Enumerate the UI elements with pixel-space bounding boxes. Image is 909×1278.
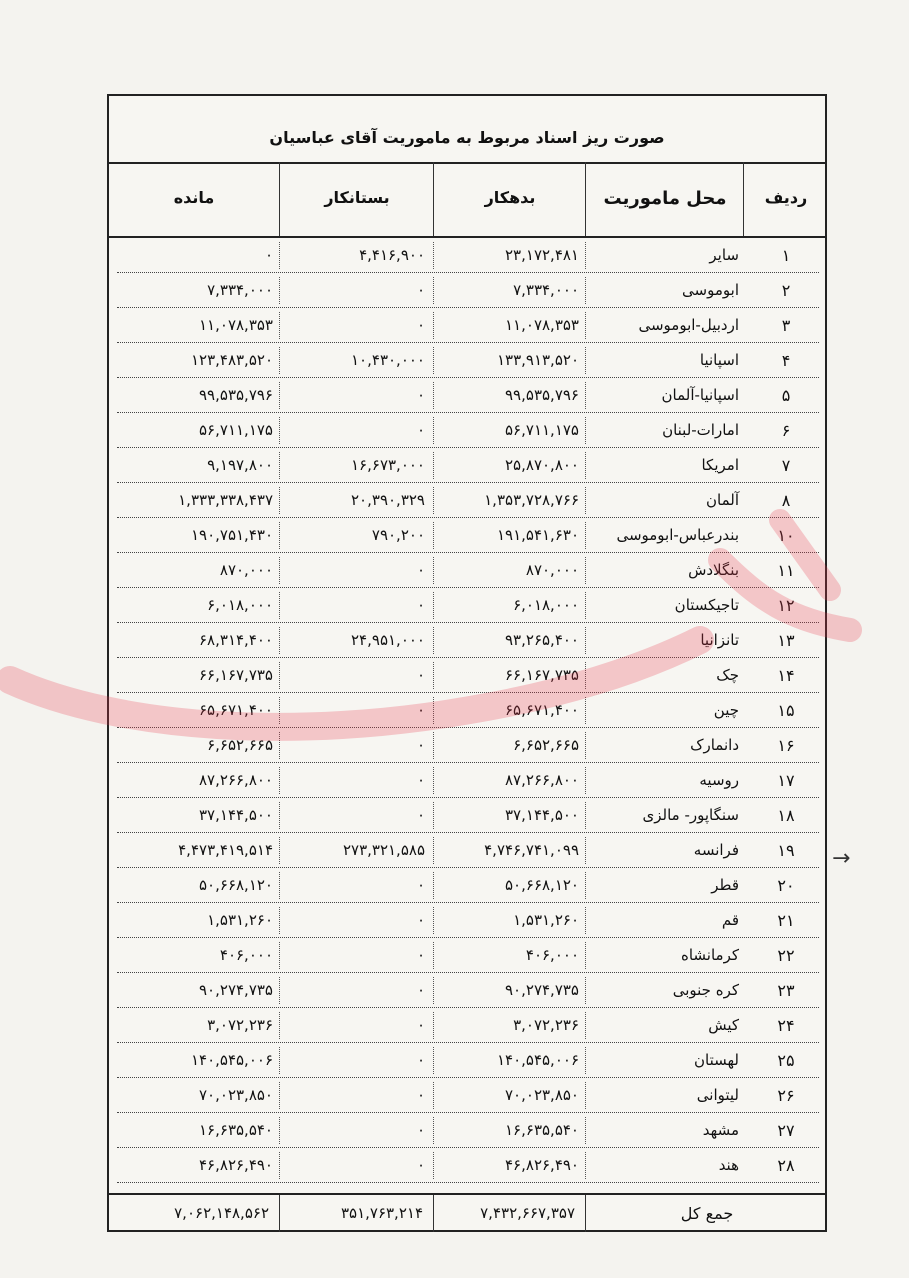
column-divider	[433, 1195, 434, 1232]
row-debit: ۵۶,۷۱۱,۱۷۵	[505, 421, 579, 439]
cell-divider	[433, 942, 434, 969]
cell-divider	[585, 627, 586, 654]
row-location: چک	[716, 666, 739, 684]
row-location: بندرعباس-ابوموسی	[616, 526, 739, 544]
row-debit: ۷,۳۳۴,۰۰۰	[513, 281, 579, 299]
row-credit: ۰	[416, 806, 425, 824]
row-credit: ۰	[416, 981, 425, 999]
row-credit: ۰	[416, 876, 425, 894]
cell-divider	[279, 907, 280, 934]
row-location: امریکا	[701, 456, 739, 474]
row-balance: ۱,۳۳۳,۳۳۸,۴۳۷	[178, 491, 273, 509]
table-row	[109, 693, 825, 728]
table-row	[109, 1078, 825, 1113]
row-debit: ۱۴۰,۵۴۵,۰۰۶	[496, 1051, 579, 1069]
row-debit: ۵۰,۶۶۸,۱۲۰	[505, 876, 579, 894]
row-debit: ۹۰,۲۷۴,۷۳۵	[505, 981, 579, 999]
cell-divider	[279, 557, 280, 584]
row-location: مشهد	[702, 1121, 739, 1139]
table-row	[109, 308, 825, 343]
row-location: کرمانشاه	[680, 946, 739, 964]
row-location: اسپانیا-آلمان	[661, 386, 739, 404]
cell-divider	[585, 277, 586, 304]
cell-divider	[433, 697, 434, 724]
row-index: ۲۰	[777, 876, 795, 895]
row-balance: ۱۶,۶۳۵,۵۴۰	[199, 1121, 273, 1139]
column-divider	[279, 1195, 280, 1232]
row-credit: ۰	[416, 736, 425, 754]
row-index: ۱۵	[777, 701, 795, 720]
row-debit: ۴۰۶,۰۰۰	[525, 946, 579, 964]
row-index: ۲	[781, 281, 791, 300]
cell-divider	[433, 522, 434, 549]
cell-divider	[433, 1082, 434, 1109]
row-location: اردبیل-ابوموسی	[638, 316, 739, 334]
table-row	[109, 448, 825, 483]
row-location: هند	[718, 1156, 739, 1174]
cell-divider	[433, 1117, 434, 1144]
row-debit: ۹۳,۲۶۵,۴۰۰	[505, 631, 579, 649]
cell-divider	[279, 627, 280, 654]
cell-divider	[433, 242, 434, 269]
table-row	[109, 728, 825, 763]
row-debit: ۹۹,۵۳۵,۷۹۶	[505, 386, 579, 404]
cell-divider	[279, 662, 280, 689]
cell-divider	[279, 592, 280, 619]
row-debit: ۴۶,۸۲۶,۴۹۰	[505, 1156, 579, 1174]
table-row	[109, 763, 825, 798]
table-row	[109, 1148, 825, 1183]
row-credit: ۱۰,۴۳۰,۰۰۰	[351, 351, 425, 369]
row-credit: ۷۹۰,۲۰۰	[371, 526, 425, 544]
cell-divider	[433, 767, 434, 794]
row-credit: ۲۴,۹۵۱,۰۰۰	[351, 631, 425, 649]
row-index: ۱۰	[777, 526, 795, 545]
row-balance: ۹,۱۹۷,۸۰۰	[207, 456, 273, 474]
header-index: ردیف	[764, 188, 808, 207]
cell-divider	[433, 417, 434, 444]
table-row	[109, 868, 825, 903]
cell-divider	[433, 452, 434, 479]
row-location: سایر	[709, 246, 739, 264]
row-location: اسپانیا	[699, 351, 739, 369]
cell-divider	[585, 347, 586, 374]
cell-divider	[279, 872, 280, 899]
row-balance: ۳۷,۱۴۴,۵۰۰	[199, 806, 273, 824]
cell-divider	[585, 662, 586, 689]
row-debit: ۲۵,۸۷۰,۸۰۰	[505, 456, 579, 474]
document-page	[107, 94, 827, 1232]
row-location: لهستان	[694, 1051, 739, 1069]
column-divider	[279, 162, 280, 236]
row-separator	[117, 1182, 819, 1183]
row-location: قطر	[711, 876, 739, 894]
cell-divider	[279, 277, 280, 304]
total-label: جمع کل	[680, 1204, 734, 1223]
table-row	[109, 483, 825, 518]
cell-divider	[585, 1152, 586, 1179]
header-location: محل ماموریت	[603, 188, 727, 209]
cell-divider	[433, 802, 434, 829]
cell-divider	[433, 977, 434, 1004]
row-credit: ۰	[416, 421, 425, 439]
row-credit: ۰	[416, 386, 425, 404]
row-debit: ۷۰,۰۲۳,۸۵۰	[505, 1086, 579, 1104]
cell-divider	[433, 837, 434, 864]
cell-divider	[585, 487, 586, 514]
cell-divider	[279, 837, 280, 864]
row-balance: ۱,۵۳۱,۲۶۰	[207, 911, 273, 929]
row-balance: ۶۵,۶۷۱,۴۰۰	[199, 701, 273, 719]
cell-divider	[433, 312, 434, 339]
row-credit: ۱۶,۶۷۳,۰۰۰	[351, 456, 425, 474]
table-row	[109, 903, 825, 938]
row-location: لیتوانی	[696, 1086, 739, 1104]
row-credit: ۰	[416, 946, 425, 964]
row-debit: ۶۶,۱۶۷,۷۳۵	[505, 666, 579, 684]
row-location: سنگاپور- مالزی	[642, 806, 739, 824]
cell-divider	[279, 697, 280, 724]
row-location: دانمارک	[690, 736, 739, 754]
cell-divider	[585, 452, 586, 479]
cell-divider	[279, 487, 280, 514]
table-row	[109, 973, 825, 1008]
row-balance: ۶۶,۱۶۷,۷۳۵	[199, 666, 273, 684]
row-index: ۱۲	[777, 596, 795, 615]
row-balance: ۹۹,۵۳۵,۷۹۶	[199, 386, 273, 404]
row-location: کره جنوبی	[672, 981, 739, 999]
row-location: بنگلادش	[688, 561, 739, 579]
cell-divider	[433, 557, 434, 584]
cell-divider	[585, 1082, 586, 1109]
header-debit: بدهکار	[484, 188, 536, 207]
cell-divider	[585, 382, 586, 409]
column-divider	[433, 162, 434, 236]
cell-divider	[279, 312, 280, 339]
cell-divider	[585, 417, 586, 444]
row-debit: ۱۱,۰۷۸,۳۵۳	[505, 316, 579, 334]
page-title: صورت ریز اسناد مربوط به ماموریت آقای عباسیان	[269, 128, 665, 147]
row-location: تاجیکستان	[674, 596, 739, 614]
row-index: ۱۸	[777, 806, 795, 825]
cell-divider	[279, 452, 280, 479]
row-balance: ۱۹۰,۷۵۱,۴۳۰	[190, 526, 273, 544]
header-credit: بستانکار	[324, 188, 390, 207]
row-debit: ۱,۵۳۱,۲۶۰	[513, 911, 579, 929]
row-index: ۵	[781, 386, 791, 405]
header-balance: مانده	[173, 188, 215, 207]
table-row	[109, 798, 825, 833]
cell-divider	[279, 802, 280, 829]
row-location: قم	[721, 911, 739, 929]
table-row	[109, 1043, 825, 1078]
row-credit: ۰	[416, 316, 425, 334]
row-debit: ۱۶,۶۳۵,۵۴۰	[505, 1121, 579, 1139]
row-credit: ۰	[416, 561, 425, 579]
row-location: چین	[713, 701, 739, 719]
row-credit: ۰	[416, 596, 425, 614]
cell-divider	[279, 242, 280, 269]
table-row	[109, 413, 825, 448]
row-location: امارات-لبنان	[662, 421, 739, 439]
table-row	[109, 273, 825, 308]
row-credit: ۰	[416, 1156, 425, 1174]
cell-divider	[585, 1047, 586, 1074]
cell-divider	[585, 312, 586, 339]
row-credit: ۲۰,۳۹۰,۳۲۹	[351, 491, 425, 509]
row-debit: ۸۷۰,۰۰۰	[525, 561, 579, 579]
row-balance: ۱۱,۰۷۸,۳۵۳	[199, 316, 273, 334]
row-index: ۲۸	[777, 1156, 795, 1175]
row-credit: ۲۷۳,۳۲۱,۵۸۵	[342, 841, 425, 859]
row-debit: ۶,۰۱۸,۰۰۰	[513, 596, 579, 614]
row-credit: ۴,۴۱۶,۹۰۰	[359, 246, 425, 264]
header-top-rule	[109, 162, 825, 164]
row-debit: ۳۷,۱۴۴,۵۰۰	[505, 806, 579, 824]
row-debit: ۶,۶۵۲,۶۶۵	[513, 736, 579, 754]
cell-divider	[279, 522, 280, 549]
cell-divider	[279, 732, 280, 759]
row-index: ۱۷	[777, 771, 795, 790]
row-balance: ۱۲۳,۴۸۳,۵۲۰	[190, 351, 273, 369]
cell-divider	[585, 1117, 586, 1144]
cell-divider	[279, 1012, 280, 1039]
cell-divider	[433, 277, 434, 304]
row-credit: ۰	[416, 701, 425, 719]
row-balance: ۴,۴۷۳,۴۱۹,۵۱۴	[178, 841, 273, 859]
row-index: ۷	[781, 456, 791, 475]
table-row	[109, 1008, 825, 1043]
table-row	[109, 833, 825, 868]
cell-divider	[279, 767, 280, 794]
row-credit: ۰	[416, 911, 425, 929]
row-balance: ۵۰,۶۶۸,۱۲۰	[199, 876, 273, 894]
row-index: ۲۶	[777, 1086, 795, 1105]
cell-divider	[585, 697, 586, 724]
row-balance: ۶۸,۳۱۴,۴۰۰	[199, 631, 273, 649]
row-balance: ۴۶,۸۲۶,۴۹۰	[199, 1156, 273, 1174]
row-index: ۱۱	[777, 561, 795, 580]
cell-divider	[433, 662, 434, 689]
cell-divider	[433, 592, 434, 619]
row-credit: ۰	[416, 1051, 425, 1069]
row-index: ۲۵	[777, 1051, 795, 1070]
cell-divider	[433, 347, 434, 374]
row-debit: ۲۳,۱۷۲,۴۸۱	[505, 246, 579, 264]
total-row	[109, 1195, 825, 1232]
cell-divider	[433, 487, 434, 514]
row-credit: ۰	[416, 771, 425, 789]
cell-divider	[433, 907, 434, 934]
row-balance: ۸۷,۲۶۶,۸۰۰	[199, 771, 273, 789]
table-row	[109, 343, 825, 378]
row-credit: ۰	[416, 666, 425, 684]
row-index: ۱	[781, 246, 791, 265]
arrow-mark-icon: →	[832, 846, 851, 871]
row-balance: ۶,۰۱۸,۰۰۰	[207, 596, 273, 614]
row-location: ابوموسی	[682, 281, 739, 299]
row-credit: ۰	[416, 1086, 425, 1104]
row-index: ۱۳	[777, 631, 795, 650]
cell-divider	[279, 1082, 280, 1109]
total-balance: ۷,۰۶۲,۱۴۸,۵۶۲	[174, 1204, 269, 1222]
column-divider	[585, 1195, 586, 1232]
cell-divider	[585, 837, 586, 864]
cell-divider	[585, 557, 586, 584]
table-row	[109, 518, 825, 553]
cell-divider	[433, 382, 434, 409]
row-debit: ۱۳۳,۹۱۳,۵۲۰	[496, 351, 579, 369]
row-debit: ۴,۷۴۶,۷۴۱,۰۹۹	[484, 841, 579, 859]
cell-divider	[279, 977, 280, 1004]
row-location: کیش	[708, 1016, 739, 1034]
column-divider	[585, 162, 586, 236]
cell-divider	[585, 872, 586, 899]
row-debit: ۶۵,۶۷۱,۴۰۰	[505, 701, 579, 719]
cell-divider	[585, 942, 586, 969]
row-debit: ۸۷,۲۶۶,۸۰۰	[505, 771, 579, 789]
row-balance: ۰	[264, 246, 273, 264]
cell-divider	[585, 732, 586, 759]
total-debit: ۷,۴۳۲,۶۶۷,۳۵۷	[480, 1204, 575, 1222]
cell-divider	[433, 1047, 434, 1074]
table-row	[109, 553, 825, 588]
cell-divider	[433, 732, 434, 759]
table-row	[109, 938, 825, 973]
row-balance: ۳,۰۷۲,۲۳۶	[207, 1016, 273, 1034]
cell-divider	[433, 1012, 434, 1039]
cell-divider	[279, 417, 280, 444]
row-balance: ۵۶,۷۱۱,۱۷۵	[199, 421, 273, 439]
table-row	[109, 238, 825, 273]
row-index: ۱۹	[777, 841, 795, 860]
cell-divider	[585, 242, 586, 269]
cell-divider	[585, 802, 586, 829]
row-debit: ۱,۳۵۳,۷۲۸,۷۶۶	[484, 491, 579, 509]
cell-divider	[585, 1012, 586, 1039]
row-index: ۸	[781, 491, 791, 510]
row-credit: ۰	[416, 281, 425, 299]
row-location: آلمان	[706, 491, 739, 509]
row-balance: ۷۰,۰۲۳,۸۵۰	[199, 1086, 273, 1104]
cell-divider	[433, 872, 434, 899]
cell-divider	[433, 627, 434, 654]
cell-divider	[585, 907, 586, 934]
row-balance: ۴۰۶,۰۰۰	[219, 946, 273, 964]
cell-divider	[585, 592, 586, 619]
row-balance: ۹۰,۲۷۴,۷۳۵	[199, 981, 273, 999]
cell-divider	[279, 1047, 280, 1074]
cell-divider	[279, 382, 280, 409]
cell-divider	[279, 1117, 280, 1144]
cell-divider	[585, 977, 586, 1004]
row-credit: ۰	[416, 1016, 425, 1034]
row-index: ۴	[781, 351, 791, 370]
row-index: ۲۱	[777, 911, 795, 930]
row-index: ۲۷	[777, 1121, 795, 1140]
cell-divider	[279, 1152, 280, 1179]
row-balance: ۶,۶۵۲,۶۶۵	[207, 736, 273, 754]
row-location: تانزانیا	[700, 631, 739, 649]
row-balance: ۱۴۰,۵۴۵,۰۰۶	[190, 1051, 273, 1069]
table-row	[109, 623, 825, 658]
row-index: ۱۶	[777, 736, 795, 755]
row-index: ۲۲	[777, 946, 795, 965]
row-index: ۲۴	[777, 1016, 795, 1035]
row-balance: ۸۷۰,۰۰۰	[219, 561, 273, 579]
row-debit: ۳,۰۷۲,۲۳۶	[513, 1016, 579, 1034]
column-divider	[743, 162, 744, 236]
cell-divider	[433, 1152, 434, 1179]
row-location: روسیه	[699, 771, 739, 789]
row-credit: ۰	[416, 1121, 425, 1139]
cell-divider	[585, 767, 586, 794]
table-row	[109, 1113, 825, 1148]
cell-divider	[279, 942, 280, 969]
cell-divider	[585, 522, 586, 549]
row-balance: ۷,۳۳۴,۰۰۰	[207, 281, 273, 299]
table-row	[109, 658, 825, 693]
table-row	[109, 588, 825, 623]
total-credit: ۳۵۱,۷۶۳,۲۱۴	[340, 1204, 423, 1222]
row-index: ۳	[781, 316, 791, 335]
row-location: فرانسه	[693, 841, 739, 859]
row-index: ۶	[781, 421, 791, 440]
row-index: ۲۳	[777, 981, 795, 1000]
cell-divider	[279, 347, 280, 374]
row-debit: ۱۹۱,۵۴۱,۶۳۰	[496, 526, 579, 544]
row-index: ۱۴	[777, 666, 795, 685]
table-row	[109, 378, 825, 413]
